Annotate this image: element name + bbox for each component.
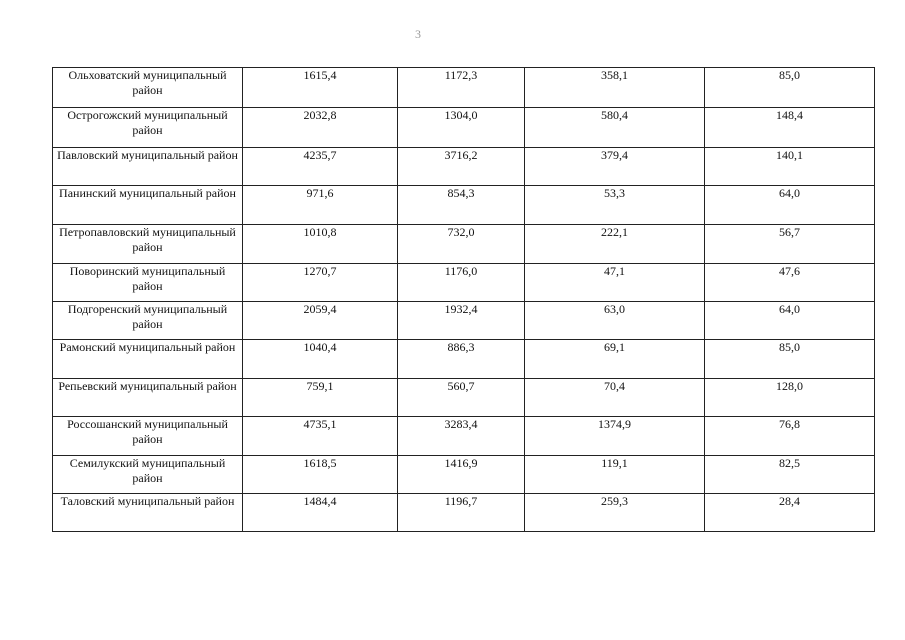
district-name: Панинский муниципальный район [53, 186, 243, 225]
district-name: Петропавловский муниципальный район [53, 225, 243, 264]
value-col-3: 222,1 [525, 225, 705, 264]
table-row [53, 225, 875, 264]
district-name: Павловский муниципальный район [53, 148, 243, 186]
value-col-2: 1304,0 [398, 108, 525, 148]
table-row [53, 494, 875, 532]
value-col-4: 148,4 [705, 108, 875, 148]
table-row [53, 148, 875, 186]
value-col-3: 580,4 [525, 108, 705, 148]
value-col-4: 56,7 [705, 225, 875, 264]
value-col-2: 1416,9 [398, 456, 525, 494]
district-name: Острогожский муниципальный район [53, 108, 243, 148]
value-col-4: 85,0 [705, 68, 875, 108]
value-col-1: 971,6 [243, 186, 398, 225]
value-col-3: 119,1 [525, 456, 705, 494]
value-col-3: 69,1 [525, 340, 705, 379]
value-col-4: 64,0 [705, 302, 875, 340]
table-row [53, 68, 875, 108]
value-col-4: 128,0 [705, 379, 875, 417]
value-col-1: 4735,1 [243, 417, 398, 456]
table-row [53, 456, 875, 494]
value-col-4: 47,6 [705, 264, 875, 302]
value-col-2: 560,7 [398, 379, 525, 417]
value-col-4: 82,5 [705, 456, 875, 494]
value-col-2: 1172,3 [398, 68, 525, 108]
table-row [53, 417, 875, 456]
value-col-4: 76,8 [705, 417, 875, 456]
value-col-3: 358,1 [525, 68, 705, 108]
value-col-4: 85,0 [705, 340, 875, 379]
value-col-4: 64,0 [705, 186, 875, 225]
district-name: Ольховатский муниципальный район [53, 68, 243, 108]
district-name: Рамонский муниципальный район [53, 340, 243, 379]
value-col-1: 759,1 [243, 379, 398, 417]
value-col-2: 1932,4 [398, 302, 525, 340]
table-row [53, 302, 875, 340]
value-col-1: 1615,4 [243, 68, 398, 108]
table-row [53, 379, 875, 417]
value-col-1: 1484,4 [243, 494, 398, 532]
value-col-1: 2032,8 [243, 108, 398, 148]
value-col-3: 1374,9 [525, 417, 705, 456]
district-name: Репьевский муниципальный район [53, 379, 243, 417]
value-col-2: 1196,7 [398, 494, 525, 532]
table-row [53, 186, 875, 225]
value-col-3: 379,4 [525, 148, 705, 186]
value-col-2: 886,3 [398, 340, 525, 379]
page-number: 3 [415, 27, 421, 41]
district-name: Семилукский муниципальный район [53, 456, 243, 494]
table-row [53, 340, 875, 379]
value-col-1: 1040,4 [243, 340, 398, 379]
district-name: Поворинский муниципальный район [53, 264, 243, 302]
value-col-2: 3716,2 [398, 148, 525, 186]
value-col-4: 140,1 [705, 148, 875, 186]
value-col-1: 1010,8 [243, 225, 398, 264]
value-col-2: 3283,4 [398, 417, 525, 456]
value-col-4: 28,4 [705, 494, 875, 532]
value-col-1: 1618,5 [243, 456, 398, 494]
district-name: Таловский муниципальный район [53, 494, 243, 532]
district-name: Россошанский муниципальный район [53, 417, 243, 456]
value-col-1: 2059,4 [243, 302, 398, 340]
value-col-1: 4235,7 [243, 148, 398, 186]
value-col-2: 732,0 [398, 225, 525, 264]
district-name: Подгоренский муниципальный район [53, 302, 243, 340]
budget-table [52, 67, 875, 532]
value-col-2: 1176,0 [398, 264, 525, 302]
table-row [53, 108, 875, 148]
value-col-3: 63,0 [525, 302, 705, 340]
value-col-3: 70,4 [525, 379, 705, 417]
value-col-1: 1270,7 [243, 264, 398, 302]
value-col-3: 47,1 [525, 264, 705, 302]
value-col-3: 53,3 [525, 186, 705, 225]
value-col-3: 259,3 [525, 494, 705, 532]
value-col-2: 854,3 [398, 186, 525, 225]
table-row [53, 264, 875, 302]
